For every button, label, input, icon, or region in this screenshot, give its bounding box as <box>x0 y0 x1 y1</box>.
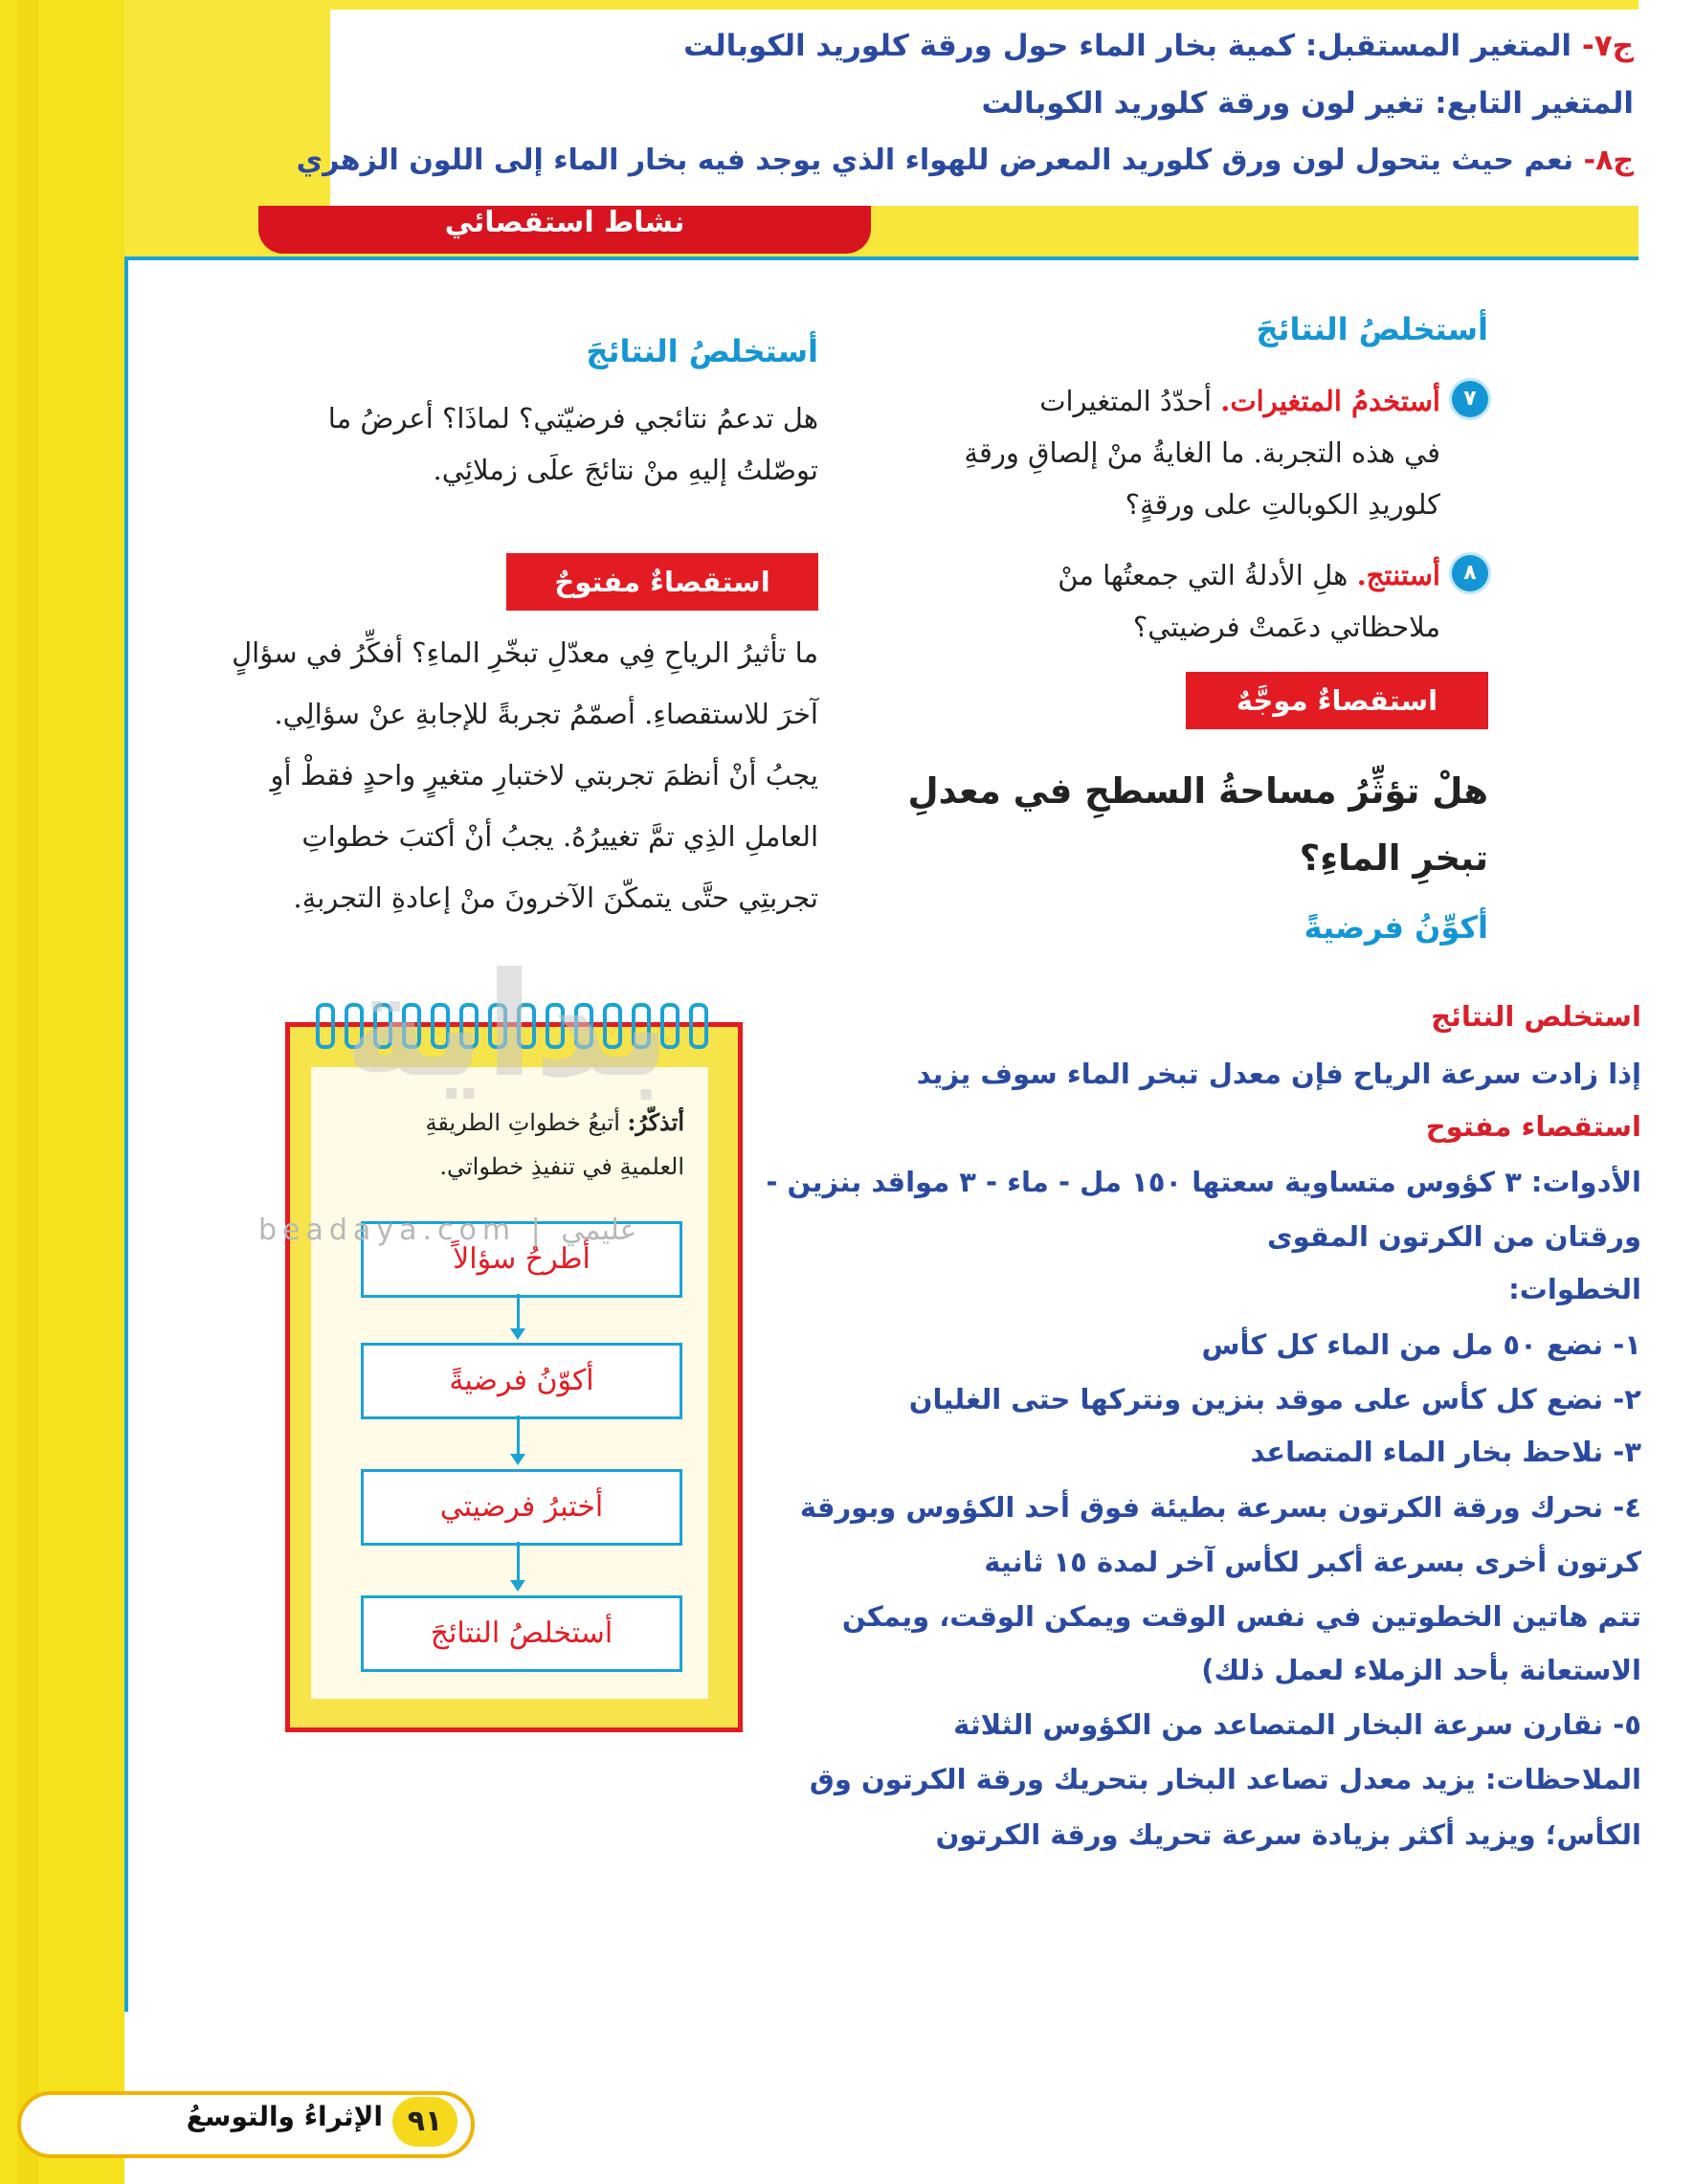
left-p2-line-4: العاملِ الذِي تمَّ تغييرُهُ. يجبُ أنْ أكتبَ خطواتِ <box>301 820 818 853</box>
answer-8-lead: ج٨- <box>1583 144 1634 177</box>
q8-line-1 <box>943 549 1440 601</box>
big-question-line-2: تبخرِ الماءِ؟ <box>1299 837 1488 879</box>
solution-step-1: ١- نضع ٥٠ مل من الماء كل كأس <box>1201 1328 1641 1361</box>
big-question-line-1: هلْ تؤثِّرُ مساحةُ السطحِ في معدلِ <box>907 770 1488 812</box>
step-form-hypothesis: أكوّنُ فرضيةً <box>361 1343 682 1419</box>
q8-badge: ٨ <box>1452 555 1488 591</box>
q7-badge: ٧ <box>1452 381 1488 417</box>
flow-arrow-head <box>510 1328 525 1340</box>
left-p2-line-3: يجبُ أنْ أنظمَ تجربتي لاختبارِ متغيرٍ واحدٍ فقطْ أوِ <box>270 759 818 791</box>
solution-line: الاستعانة بأحد الزملاء لعمل ذلك) <box>1201 1654 1641 1686</box>
answer-line-8 <box>297 144 1634 177</box>
solution-step-5: ٥- نقارن سرعة البخار المتصاعد من الكؤوس الثلاثة <box>953 1708 1641 1741</box>
q7-line-1-text: أحدّدُ المتغيرات <box>1039 385 1213 417</box>
q7-line-3: كلوريدِ الكوبالتِ على ورقةٍ؟ <box>1125 488 1440 521</box>
solution-line: الكأس؛ ويزيد أكثر بزيادة سرعة تحريك ورقة الكرتون <box>935 1818 1641 1851</box>
flow-arrow-head <box>510 1580 525 1592</box>
left-p1-line-1: هل تدعمُ نتائجي فرضيّتي؟ لماذَا؟ أعرضُ ما <box>327 402 818 435</box>
answer-7-text: المتغير المستقبل: كمية بخار الماء حول ورقة كلوريد الكوبالت <box>683 29 1572 63</box>
flow-arrow-head <box>510 1454 525 1465</box>
left-p2-line-5: تجربتِي حتَّى يتمكّنَ الآخرونَ منْ إعادةِ التجربةِ. <box>293 881 818 914</box>
solution-step-2: ٢- نضع كل كأس على موقد بنزين ونتركها حتى الغليان <box>908 1383 1641 1415</box>
left-yellow-band <box>0 0 124 2184</box>
watermark-logo: بداية <box>344 943 671 1109</box>
watermark-url: beadaya.com | عليمي <box>258 1214 637 1247</box>
solution-line: كرتون أخرى بسرعة أكبر لكأس آخر لمدة ١٥ ثانية <box>984 1546 1641 1578</box>
q7-lead: أستخدمُ المتغيرات. <box>1220 385 1440 417</box>
footer-label: الإثراءُ والتوسعُ <box>186 2101 383 2132</box>
flow-arrow <box>517 1415 520 1456</box>
left-p2-line-2: آخرَ للاستقصاءِ. أصمّمُ تجربةً للإجابةِ عنْ سؤالِي. <box>274 698 818 730</box>
solution-observations: الملاحظات: يزيد معدل تصاعد البخار بتحريك ورقة الكرتون وق <box>809 1763 1641 1795</box>
solution-heading-open-inquiry: استقصاء مفتوح <box>1425 1110 1641 1143</box>
left-heading: أستخلصُ النتائجَ <box>586 333 818 369</box>
form-hypothesis-label: أكوِّنُ فرضيةً <box>1304 909 1488 946</box>
answer-8-text: نعم حيث يتحول لون ورق كلوريد المعرض للهواء الذي يوجد فيه بخار الماء إلى اللون الزهري <box>296 144 1574 177</box>
left-p1-line-2: توصّلتُ إليهِ منْ نتائجَ علَى زملائِي. <box>433 454 818 486</box>
right-margin <box>1638 0 1694 2184</box>
q8-line-2: ملاحظاتي دعَمتْ فرضيتي؟ <box>1132 611 1440 643</box>
q7-text <box>943 375 1440 530</box>
q8-line-1-text: هلِ الأدلةُ التي جمعتُها منْ <box>1058 559 1349 591</box>
notebook-title-line-2: العلميةِ في تنفيذِ خطواتي. <box>439 1153 684 1180</box>
step-ask-question: أطرحُ سؤالاً <box>361 1221 682 1298</box>
answer-line-dependent: المتغير التابع: تغير لون ورقة كلوريد الكوبالت <box>981 86 1634 121</box>
left-paragraph-1 <box>187 392 818 496</box>
q7-line-1 <box>943 375 1440 427</box>
q7-line-2: في هذه التجربة. ما الغايةُ منْ إلصاقِ ورقةِ <box>964 436 1440 469</box>
notebook-title-rest: أتبعُ خطواتِ الطريقةِ <box>425 1109 620 1136</box>
solution-line: إذا زادت سرعة الرياح فإن معدل تبخر الماء سوف يزيد <box>916 1058 1641 1090</box>
step-test-hypothesis: أختبرُ فرضيتي <box>361 1469 682 1546</box>
solution-heading-conclusions: استخلص النتائج <box>1431 1000 1641 1033</box>
answer-line-7 <box>683 29 1634 63</box>
solution-line: تتم هاتين الخطوتين في نفس الوقت ويمكن الوقت، ويمكن <box>841 1600 1641 1633</box>
solution-step-4: ٤- نحرك ورقة الكرتون بسرعة بطيئة فوق أحد الكؤوس وبورقة <box>799 1491 1641 1524</box>
left-paragraph-2 <box>167 622 818 928</box>
activity-banner-label: نشاط استقصائي <box>444 206 685 239</box>
answer-7-lead: ج٧- <box>1581 29 1634 63</box>
q8-text <box>943 549 1440 653</box>
answer-box <box>296 10 1651 206</box>
left-p2-line-1: ما تأثيرُ الرياحِ فِي معدّلِ تبخّرِ الماءِ؟ أفكِّرُ في سؤالٍ <box>232 636 818 669</box>
solution-line: ورقتان من الكرتون المقوى <box>1267 1220 1641 1253</box>
solution-tools: الأدوات: ٣ كؤوس متساوية سعتها ١٥٠ مل - ماء - ٣ مواقد بنزين - <box>766 1166 1641 1198</box>
page-number: ٩١ <box>392 2097 457 2147</box>
guided-inquiry-tag: استقصاءٌ موجَّهٌ <box>1186 672 1488 729</box>
solution-step-3: ٣- نلاحظ بخار الماء المتصاعد <box>1250 1436 1641 1468</box>
flow-arrow <box>517 1294 520 1330</box>
flow-arrow <box>517 1542 520 1582</box>
right-heading: أستخلصُ النتائجَ <box>1256 311 1488 347</box>
q8-lead: أستنتج. <box>1356 559 1440 591</box>
open-inquiry-tag: استقصاءٌ مفتوحٌ <box>506 553 818 611</box>
activity-banner <box>258 206 871 254</box>
step-draw-conclusions: أستخلصُ النتائجَ <box>361 1595 682 1672</box>
solution-steps-heading: الخطوات: <box>1508 1273 1641 1305</box>
notebook-title-bold: أتذكّرُ: <box>627 1108 684 1136</box>
